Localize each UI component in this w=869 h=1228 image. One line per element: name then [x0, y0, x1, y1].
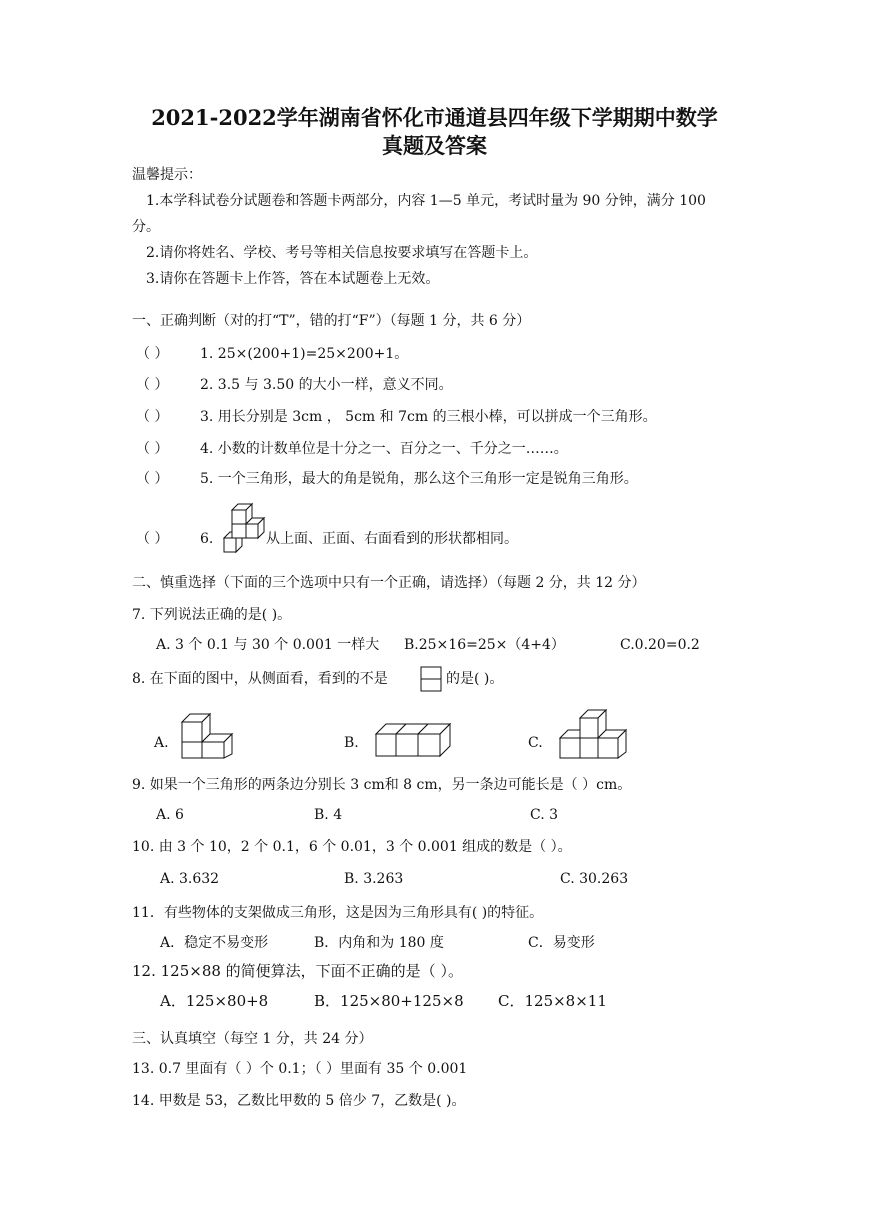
option-c-cube-figure: [558, 708, 630, 760]
page-subtitle: 真题及答案: [382, 133, 487, 158]
question-5: 5. 一个三角形，最大的角是锐角，那么这个三角形一定是锐角三角形。: [200, 471, 638, 487]
notice-item-3: 3.请你在答题卡上作答，答在本试题卷上无效。: [146, 271, 440, 287]
question-9-option-c: C. 3: [530, 807, 559, 823]
question-9: 9. 如果一个三角形的两条边分别长 3 cm和 8 cm，另一条边可能长是（ ）cm。: [132, 777, 632, 793]
question-6: 从上面、正面、右面看到的形状都相同。: [266, 531, 518, 547]
answer-blank: （ ）: [136, 346, 169, 362]
question-10-option-c: C. 30.263: [560, 871, 629, 887]
notice-item-2: 2.请你将姓名、学校、考号等相关信息按要求填写在答题卡上。: [146, 245, 538, 261]
side-view-figure: [420, 666, 442, 692]
question-8-option-b: B.: [344, 735, 359, 751]
question-7-option-a: A. 3 个 0.1 与 30 个 0.001 一样大: [156, 637, 380, 653]
cube-stack-figure: [222, 502, 266, 554]
answer-blank: （ ）: [136, 441, 169, 457]
question-6-number: 6.: [200, 531, 214, 547]
question-12-option-a: A．125×80+8: [160, 992, 269, 1010]
question-9-option-a: A. 6: [156, 807, 184, 823]
option-b-cube-figure: [374, 720, 454, 760]
section-1-heading: 一、正确判断（对的打“T”，错的打“F”）（每题 1 分，共 6 分）: [132, 313, 531, 329]
notice-heading: 温馨提示：: [132, 167, 202, 183]
question-12-option-b: B．125×80+125×8: [314, 992, 464, 1010]
notice-item-1-cont: 分。: [132, 219, 160, 235]
question-12-option-c: C．125×8×11: [498, 992, 607, 1010]
answer-blank: （ ）: [136, 409, 169, 425]
question-7-option-b: B.25×16=25×（4+4）: [404, 637, 565, 653]
question-8-option-a: A.: [154, 735, 169, 751]
question-3: 3. 用长分别是 3cm ， 5cm 和 7cm 的三根小棒，可以拼成一个三角形。: [200, 409, 657, 425]
question-8-option-c: C.: [528, 735, 543, 751]
question-11-option-a: A．稳定不易变形: [160, 935, 269, 951]
question-7: 7. 下列说法正确的是( )。: [132, 607, 292, 623]
section-3-heading: 三、认真填空（每空 1 分，共 24 分）: [132, 1031, 373, 1047]
question-11-option-b: B．内角和为 180 度: [314, 935, 444, 951]
question-4: 4. 小数的计数单位是十分之一、百分之一、千分之一……。: [200, 441, 568, 457]
answer-blank: （ ）: [136, 471, 169, 487]
answer-blank: （ ）: [136, 531, 169, 547]
question-14: 14. 甲数是 53，乙数比甲数的 5 倍少 7，乙数是( )。: [132, 1093, 466, 1109]
page-title: 2021-2022学年湖南省怀化市通道县四年级下学期期中数学: [151, 105, 718, 130]
question-11-option-c: C．易变形: [528, 935, 595, 951]
question-9-option-b: B. 4: [314, 807, 343, 823]
question-7-option-c: C.0.20=0.2: [620, 637, 700, 653]
section-2-heading: 二、慎重选择（下面的三个选项中只有一个正确，请选择）（每题 2 分，共 12 分）: [132, 575, 646, 591]
question-12: 12. 125×88 的简便算法，下面不正确的是（ ）。: [132, 962, 463, 980]
question-13: 13. 0.7 里面有（ ）个 0.1；（ ）里面有 35 个 0.001: [132, 1061, 468, 1077]
question-10: 10. 由 3 个 10，2 个 0.1，6 个 0.01，3 个 0.001 组成的数是（ ）。: [132, 839, 572, 855]
question-8: 8. 在下面的图中，从侧面看，看到的不是: [132, 671, 388, 687]
question-2: 2. 3.5 与 3.50 的大小一样，意义不同。: [200, 377, 453, 393]
notice-item-1: 1.本学科试卷分试题卷和答题卡两部分，内容 1—5 单元，考试时量为 90 分钟，满分 100: [146, 193, 706, 209]
question-1: 1. 25×(200+1)=25×200+1。: [200, 346, 409, 362]
question-10-option-b: B. 3.263: [344, 871, 404, 887]
question-8-tail: 的是( )。: [446, 671, 504, 687]
question-10-option-a: A. 3.632: [160, 871, 220, 887]
question-11: 11．有些物体的支架做成三角形，这是因为三角形具有( )的特征。: [132, 905, 544, 921]
answer-blank: （ ）: [136, 377, 169, 393]
option-a-cube-figure: [180, 712, 236, 760]
